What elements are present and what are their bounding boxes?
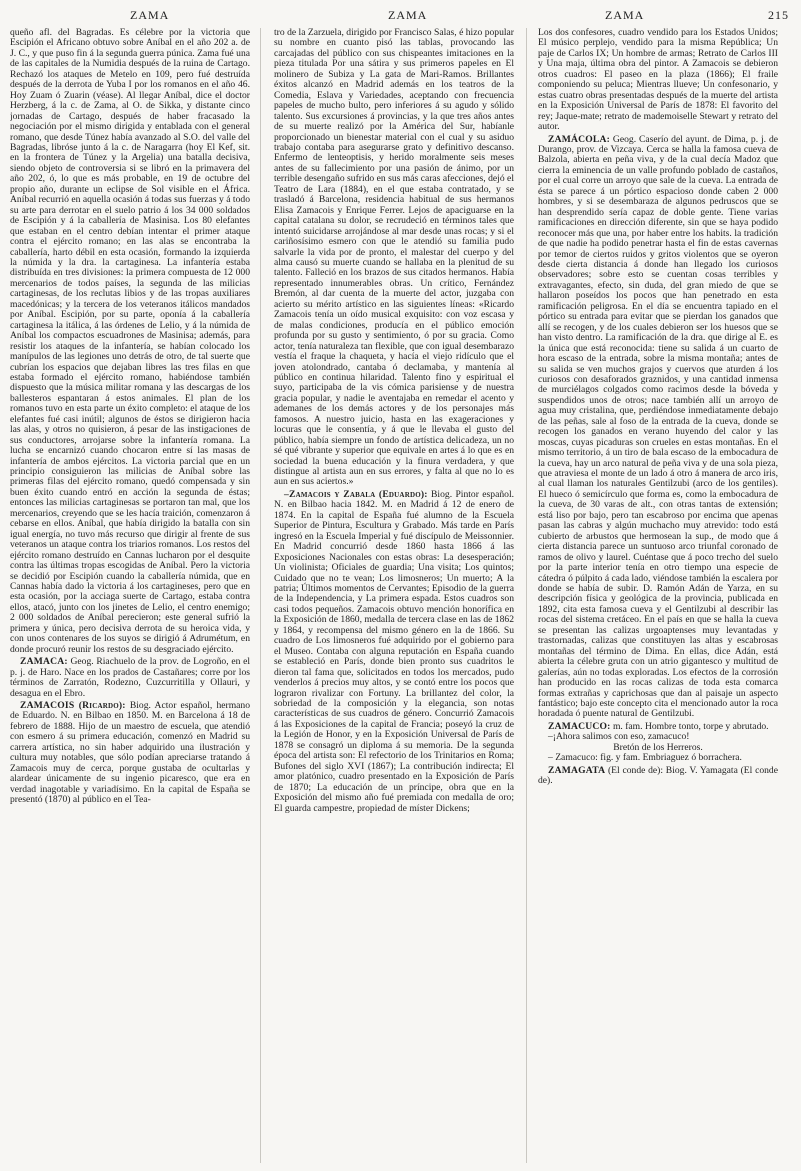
entry-body: m. fam. Hombre tonto, torpe y abrutado.: [612, 720, 769, 732]
column-divider: [526, 28, 527, 1163]
entry-headword: –Zamacois y Zabala (Eduardo):: [284, 488, 428, 500]
dictionary-entry-zamaca: [10, 657, 250, 699]
entry-body: (El conde de): Biog. V. Yamagata (El conde de).: [538, 764, 778, 787]
dictionary-entry-zamacois-ricardo: [10, 701, 250, 806]
zama-entry-continued: queño afl. del Bagradas. Es célebre por la victoria que Escipión el Africano obtuvo sobre Aníbal en el año 202 a. de J. C., y que puso fin á la segunda guerra púnica. Zama fué una de las capitales de la Numidia después de la ruina de Cartago. Rechazó los ataques de Metelo en 109, pero fué destruída después de la derrota de Yuba I por los romanos en el año 46. Hoy Zuam ó Zuarin (véase). Al llegar Aníbal, dice el doctor Herzberg, á la c. de Zama, al O. de Sikka, y distante cinco jornadas de Cartago, después de haber fracasado la negociación por el mismo dirigida y entablada con el general romano, que desde Túnez había avanzado al S.O. del valle del Bagradas, libróse junto á la c. de Naragarra (hoy El Kef, sit. en la frontera de Túnez y la Argelia) una batalla decisiva, siendo objeto de controversia si se libró en la primavera del año 202, ó, lo que es más probable, en 19 de octubre del propio año, durante un eclipse de Sol visible en el África. Aníbal recurrió en aquella ocasión á todas sus fuerzas y á todo su arte para derrotar en el suelo patrio á los 34 000 soldados de Escipión y á la caballería de Masinisa. Los 80 elefantes que estaban en el centro debían intentar el primer ataque contra el ejército romano; en las alas se encontraba la caballería, harto débil en esta ocasión, formando la izquierda la númida y la dra. la cartaginesa. La infantería estaba distribuída en tres divisiones: la primera compuesta de 12 000 mercenarios de todos países, la segunda de las milicias cartaginesas, de los reclutas libios y de las tropas auxiliares macedónicas; y la tercera de los veteranos itálicos mandados por Aníbal. Escipión, por su parte, oponía á la caballería cartaginesa la itálica, á las órdenes de Lelio, y á la númida de Aníbal los compactos escuadrones de Masinisa; además, para resistir los ataques de la infantería, se habían colocado los manípulos de las legiones uno detrás de otro, de tal suerte que cubrían los espacios que dejaban libres las tres filas en que estaba formado el ejército romano, habiéndose también dispuesto que la música militar romana y las descargas de los ballesteros espantaran á estos animales. El plan de los romanos tuvo en esta parte un éxito completo: el ataque de los elefantes fué casi inútil; algunos de éstos se dirigieron hacia las alas, y otros no quisieron, á pesar de las instigaciones de sus conductores, arrojarse sobre la infantería romana. La lucha se encarnizó cuando chocaron entre sí las masas de infantería de ambos ejércitos. La victoria parcial que en un principio consiguieron las milicias de Aníbal sobre las primeras filas del ejército romano, quedó compensada y sin buen éxito cuando entró en acción la segunda de éstas; entonces las milicias cartaginesas se portaron tan mal, que los mercenarios, creyendo que se les hacía traición, comenzaron á cebarse en ellos. Aníbal, que había dirigido la batalla con sin igual energía, no tuvo más recurso que dirigir al frente de sus veteranos un ataque contra los triarios romanos. Los restos del ejército romano destruído en Cannas lucharon por el desquite contra las últimas tropas escogidas de Aníbal. Pero la victoria se decidió por Escipión cuando la caballería númida, que en Cannas había dado la victoria á los cartagineses, pero que en esta ocasión, por la acciaga suerte de Cartago, estaba contra ellos, atacó, junto con los jinetes de Lelio, el centro enemigo; 2 000 soldados de Aníbal perecieron; este general sufrió la primera y única, pero decisiva derrota de su heroica vida, y con unos contenares de los suyos se dirigió á Adrumétum, en donde procuró reunir los restos de su desgraciado ejército.: [10, 28, 250, 655]
entry-body: Biog. Pintor español. N. en Bilbao hacia 1842. M. en Madrid á 12 de enero de 1874. En la capital de España fué alumno de la Escuela Superior de Pintura, Escultura y Grabado. Más tarde en París ingresó en la Escuela Imperial y fué discípulo de Meissonnier. En Madrid concurrió desde 1860 hasta 1866 á las Exposiciones Nacionales con estas obras: La desesperación; Un violinista; Oficiales de guardia; Una visita; Los quintos; Cuidado que no te vean; Los limosneros; Un muerto; A la patria; Últimos momentos de Cervantes; Episodio de la guerra de la Independencia, y La primera espada. Estos cuadros son casi todos pequeños. Zamacois obtuvo mención honorífica en la Exposición de 1860, medalla de tercera clase en las de 1862 y 1864, y recompensa del mismo género en la de 1866. Su cuadro de Los limosneros fué adquirido por el gobierno para el Museo. Contaba con alguna reputación en España cuando se estableció en París, donde bien pronto sus cuadritos le dieron tal fama que, solicitados en todos los mercados, pudo venderlos á precios muy altos, y se contó entre los pocos que lograron rivalizar con Fortuny. La brillantez del color, la sobriedad de la composición y la elegancia, son notas características de sus cuadros de género. Concurrió Zamacois á las Exposiciones de la capital de Francia; poseyó la cruz de la Legión de Honor, y en la Exposición Universal de París de 1878 se consagró un diploma á su memoria. De la segunda época del artista son: El refectorio de los Trinitarios en Roma; Bufones del siglo XVI (1867); La contribución indirecta; El amor platónico, cuadro presentado en la Exposición de París de 1870; La educación de un príncipe, obra que en la Exposición del mismo año fué premiada con medalla de oro; El guarda campestre, propiedad de míster Dickens;: [274, 488, 514, 814]
text-column-left: [10, 28, 250, 1163]
running-head-left: ZAMA: [130, 8, 170, 22]
dictionary-entry-zamacola: [538, 135, 778, 720]
running-head-center: ZAMA: [388, 8, 428, 22]
entry-body: Geog. Caserío del ayunt. de Dima, p. j. de Durango, prov. de Vizcaya. Cerca se halla la famosa cueva de Balzola, abierta en peña viva, y de la cual decía Madoz que cierra la eminencia de un valle profundo poblado de castaños, por el cual corre un arroyo que sale de la cueva. La entrada de ésta se parece á un pórtico espacioso donde caben 2 000 hombres, y si se desembaraza de algunos pedruscos que se han desprendido sería capaz de doble gente. Tiene varias ramificaciones en dirección diferente, sin que se haya podido reconocer más que una, por haber entre los habits. la tradición de que nadie ha podido penetrar hasta el fin de estas cavernas por temor de ciertos ruidos y gritos violentos que se oyeron desde cierta distancia á donde han llegado los curiosos observadores; sobre esto se cuentan cosas terribles y extravagantes, efecto, sin duda, del gran miedo de que se hallaron poseídos los pocos que han penetrado en esta ramificación peligrosa. En el día se encuentra tapiado en el pórtico su entrada para evitar que se pierdan los ganados que allí se recogen, y de los cuales debieron ser los huesos que se han visto dentro. La ramificación de la dra. que dirige al E. es la única que está reconocida: tiene su salida á un cuarto de hora escaso de la entrada, sobre la misma montaña; antes de su salida se ven muchos grajos y cuervos que aturden á los curiosos con desaforados graznidos, y una cantidad inmensa de murciélagos colgados como racimos desde la bóveda y suspendidos unos de otros; nace también allí un arroyo de agua muy cristalina, que, perdiéndose inmediatamente debajo de las peñas, sale al foso de la entrada de la cueva, donde se recogen los ganados en verano huyendo del calor y las moscas, cuyas picaduras son crueles en estas montañas. En el mismo territorio, á un tiro de bala escaso de la embocadura de la cueva, hay un arco natural de peña viva y de una sola pieza, que atraviesa el monte de un lado á otro á manera de arco iris, al cual llaman los naturales Gentilzubi (arco de los gentiles). El hueco ó semicírculo que forma es, como la embocadura de la cueva, de 30 varas de alt., con otras tantas de extensión; está liso por bajo, pero tan escabroso por encima que apenas pasan las cabras y algún muchacho muy atrevido: todo está cubierto de arbustos que hermosean la sup., de modo que á cierta distancia parece un suntuoso arco triunfal coronado de ramos de olivo y laurel. Cuéntase que á poco trecho del suelo por la parte interior tenía en otro tiempo una especie de cátedra ó púlpito á cada lado, viéndose también la escalera por donde se había de subir. D. Ramón Adán de Yarza, en su descripción física y geológica de la provincia, publicada en 1892, cita esta famosa cueva y el Gentilzubi al describir las rocas del sistema cretáceo. En el país en que se halla la cueva se presentan las calizas urgoaptenses muy levantadas y trastornadas, calizas que constituyen las altas y escabrosas montañas del término de Dima. En ellas, dice Adán, está abierta la célebre gruta con un atrio gigantesco y multitud de galerías, aún no todas exploradas. Los efectos de la corrosión han producido en las rocas calizas de toda esta comarca formas extrañas y caprichosas que dan al paisaje un aspecto fantástico; bajo este concepto cita el mencionado autor la roca horadada ó puente natural de Gentilzubi.: [538, 133, 778, 720]
entry-headword: ZAMACA:: [20, 656, 68, 668]
text-column-middle: [274, 28, 514, 1163]
dictionary-entry-zamacois-eduardo: [274, 490, 514, 814]
dictionary-entry-zamagata: [538, 766, 778, 787]
text-column-right: [538, 28, 778, 1163]
entry-quote: –¡Ahora salimos con eso, zamacuco!: [548, 731, 690, 743]
zamacois-eduardo-continued: Los dos confesores, cuadro vendido para los Estados Unidos; El músico perplejo, vendido para la misma República; Un paje de Carlos IX; Un hombre de armas; Retrato de Carlos III y Una maja, última obra del pintor. A Zamacois se debieron otros cuadros: El paseo en la plaza (1866); El fraile componiendo su peluca; Mientras llueve; Un confesonario, y estas cuatro obras presentadas después de la muerte del artista en la Exposición Universal de París de 1878: El favorito del rey; Jaque-mate; retrato de mademoiselle Stewart y retrato del autor.: [538, 28, 778, 133]
entry-headword: ZAMAGATA: [548, 764, 606, 776]
quote-source: Bretón de los Herreros.: [613, 741, 703, 753]
entry-headword: ZAMÁCOLA:: [548, 133, 611, 145]
dictionary-entry-zamacuco-fig: – Zamacuco: fig. y fam. Embriaguez ó borrachera.: [548, 752, 742, 764]
page-number: 215: [768, 8, 789, 22]
running-head-right: ZAMA: [605, 8, 645, 22]
zamacois-ricardo-continued: tro de la Zarzuela, dirigido por Francisco Salas, é hizo popular su nombre en cuanto pisó las tablas, provocando las carcajadas del público con sus chispeantes imitaciones en la pieza titulada Por una sátira y sus primeros papeles en El molinero de Subiza y La gata de Mari-Ramos. Brillantes éxitos alcanzó en Madrid además en los teatros de la Comedia, Eslava y Variedades, aceptando con frecuencia papeles de mucho bulto, pero inferiores á su agudo y sólido talento. Sus excursiones á provincias, y la que tres años antes de su muerte realizó por la América del Sur, habíanle proporcionado un bienestar material con el cual y su asiduo trabajo contaba para asegurarse grato y definitivo descanso. Enfermo de lenteoptisis, y herido moralmente seis meses antes de su fallecimiento por una pasión de ánimo, por un terrible desengaño sufrido en sus más caras afecciones, dejó el Teatro de Lara (1884), en el que estaba contratado, y se trasladó á Barcelona, residencia habitual de sus hermanos Elisa Zamacois y Enrique Ferrer. Lejos de apaciguarse en la capital catalana su dolor, se recrudeció en términos tales que intentó suicidarse arrojándose al mar desde unas rocas; y si el cariñosísimo esmero con que le atendió su familia pudo salvarle la vida por de pronto, el malestar del cuerpo y del alma causó su muerte cuando se hallaba en la plenitud de su talento. Falleció en los brazos de sus citados hermanos. Había representado innumerables obras. Un crítico, Fernández Bremón, al dar cuenta de la muerte del actor, juzgaba con acierto su mérito artístico en las siguientes líneas: «Ricardo Zamacois tenía un oído musical exquisito: con voz escasa y de malas condiciones, producía en el público emoción profunda por su gusto y sentimiento, ó por su gracia. Como actor, tenía naturaleza tan flexible, que con igual desembarazo vestía el fraque la chaqueta, y hacía el viejo ridículo que el joven atolondrado, cantaba ó declamaba, y mantenía al público en continua hilaridad. Talento fino y espiritual el suyo, participaba de la vis cómica parisiense y de nuestra gracia popular, y nadie le aventajaba en remedar el acento y ademanes de los demás actores y de los personajes más famosos. A nuestro juicio, hasta en las exageraciones y locuras que le consentía, y á que le llevaba el gusto del público, había siempre un fondo de artística delicadeza, un no sé qué vibrante y superior que equivale en artes á lo que es en sociedad la buena educación y la finura verdadera, y que distingue al artista aun en sus errores, y falta al que no lo es aun en sus aciertos.»: [274, 28, 514, 488]
page-header: [0, 8, 801, 24]
entry-body: Biog. Actor español, hermano de Eduardo. N. en Bilbao en 1850. M. en Barcelona á 18 de febrero de 1888. Hijo de un maestro de escuela, que atendió con esmero á su primera educación, comenzó en Madrid su carrera artística, no sin haber adquirido una ilustración y cultura muy notables, que sólo podían apreciarse tratando á Zamacois muy de cerca, porque gustaba de ocultarlas y alardear únicamente de su ingenio picaresco, que era en verdad inagotable y variadísimo. En la capital de España se presentó (1870) al público en el Tea-: [10, 700, 250, 806]
entry-body: Geog. Riachuelo de la prov. de Logroño, en el p. j. de Haro. Nace en los prados de Castañares; corre por los términos de Zarratón, Rodezno, Cuzcurritilla y Ollauri, y desagua en el Ebro.: [10, 656, 250, 699]
column-divider: [260, 28, 261, 1163]
entry-headword: ZAMACOIS (Ricardo):: [20, 700, 126, 711]
entry-headword: ZAMACUCO:: [548, 720, 611, 732]
